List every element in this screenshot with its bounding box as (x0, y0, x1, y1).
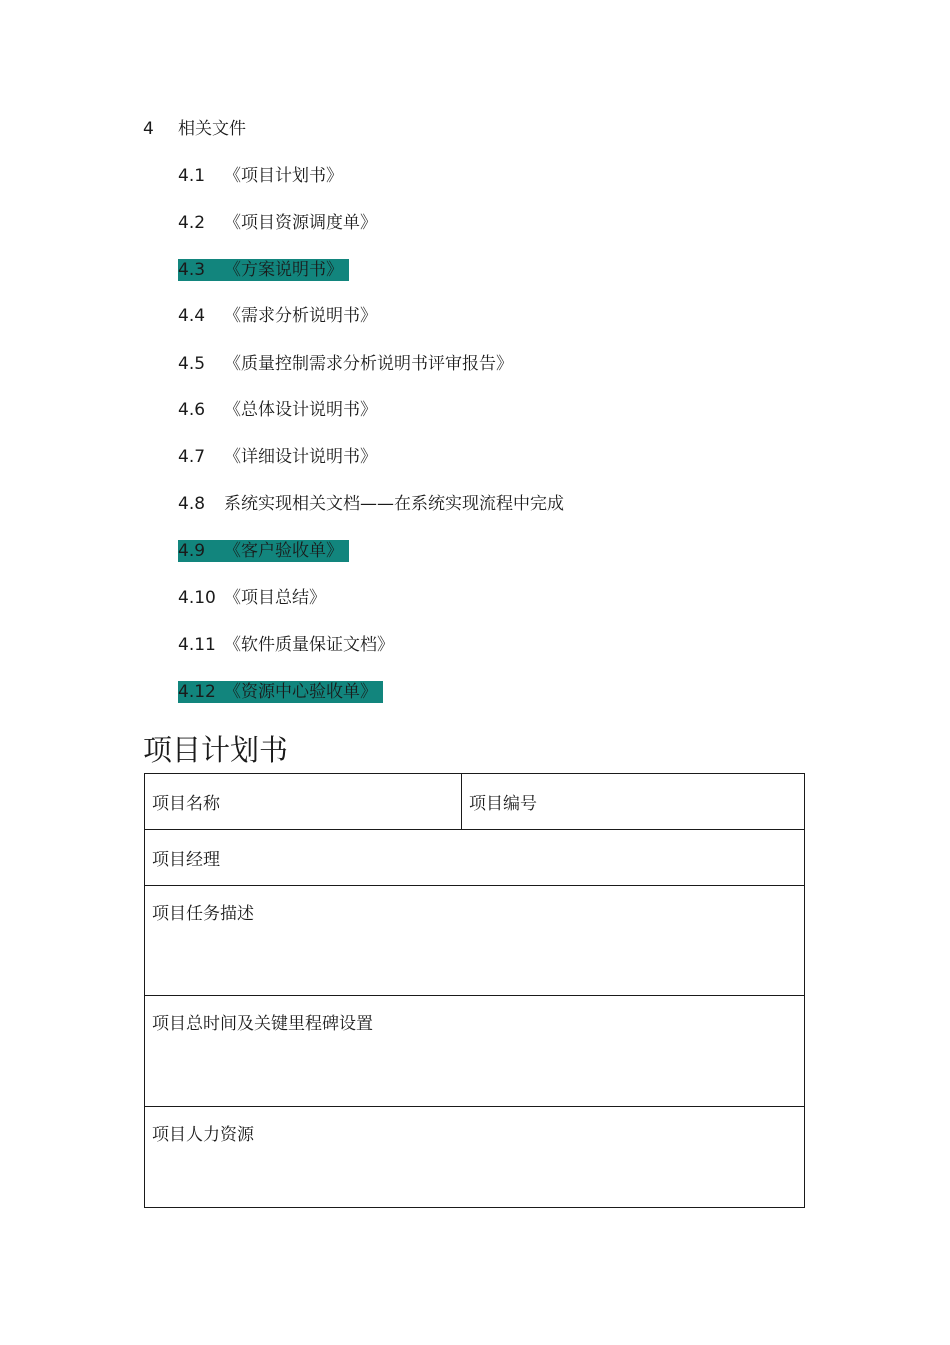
task-description-cell: 项目任务描述 (145, 886, 805, 996)
table-row (145, 1107, 805, 1208)
document-label: 《需求分析说明书》 (224, 306, 377, 326)
document-label: 《软件质量保证文档》 (224, 635, 394, 655)
document-item (178, 493, 570, 515)
document-label: 《资源中心验收单》 (224, 682, 377, 702)
table-row (145, 886, 805, 996)
project-code-cell: 项目编号 (462, 774, 805, 830)
document-label: 《项目计划书》 (224, 166, 343, 186)
section-number: 4 (143, 119, 154, 139)
document-number: 4.12 (178, 682, 216, 702)
document-item-highlighted (178, 681, 383, 703)
document-label: 《质量控制需求分析说明书评审报告》 (224, 354, 513, 374)
document-label: 《客户验收单》 (224, 541, 343, 561)
document-number: 4.3 (178, 260, 206, 280)
document-item (178, 305, 383, 327)
document-number: 4.5 (178, 354, 206, 374)
document-label: 《总体设计说明书》 (224, 400, 377, 420)
document-item (178, 587, 332, 609)
document-item (178, 353, 519, 375)
document-item-highlighted (178, 259, 349, 281)
human-resources-cell: 项目人力资源 (145, 1107, 805, 1208)
document-item-highlighted (178, 540, 349, 562)
document-number: 4.7 (178, 447, 206, 467)
table-row (145, 774, 805, 830)
document-number: 4.8 (178, 494, 206, 514)
document-label: 《详细设计说明书》 (224, 447, 377, 467)
document-number: 4.1 (178, 166, 206, 186)
section-title: 相关文件 (178, 119, 246, 139)
document-item (178, 634, 400, 656)
table-row (145, 830, 805, 886)
milestones-cell: 项目总时间及关键里程碑设置 (145, 996, 805, 1107)
document-number: 4.9 (178, 541, 206, 561)
document-number: 4.4 (178, 306, 206, 326)
document-number: 4.10 (178, 588, 216, 608)
plan-title: 项目计划书 (143, 733, 289, 767)
document-item (178, 446, 383, 468)
document-label: 《项目总结》 (224, 588, 326, 608)
project-manager-cell: 项目经理 (145, 830, 805, 886)
document-item (178, 399, 383, 421)
document-number: 4.11 (178, 635, 216, 655)
section-heading (143, 118, 246, 140)
project-name-cell: 项目名称 (145, 774, 462, 830)
table-row (145, 996, 805, 1107)
project-plan-table (144, 773, 805, 1208)
document-number: 4.6 (178, 400, 206, 420)
document-label: 《方案说明书》 (224, 260, 343, 280)
document-number: 4.2 (178, 213, 206, 233)
document-label: 系统实现相关文档——在系统实现流程中完成 (224, 494, 564, 514)
document-item (178, 165, 349, 187)
document-item (178, 212, 383, 234)
document-label: 《项目资源调度单》 (224, 213, 377, 233)
